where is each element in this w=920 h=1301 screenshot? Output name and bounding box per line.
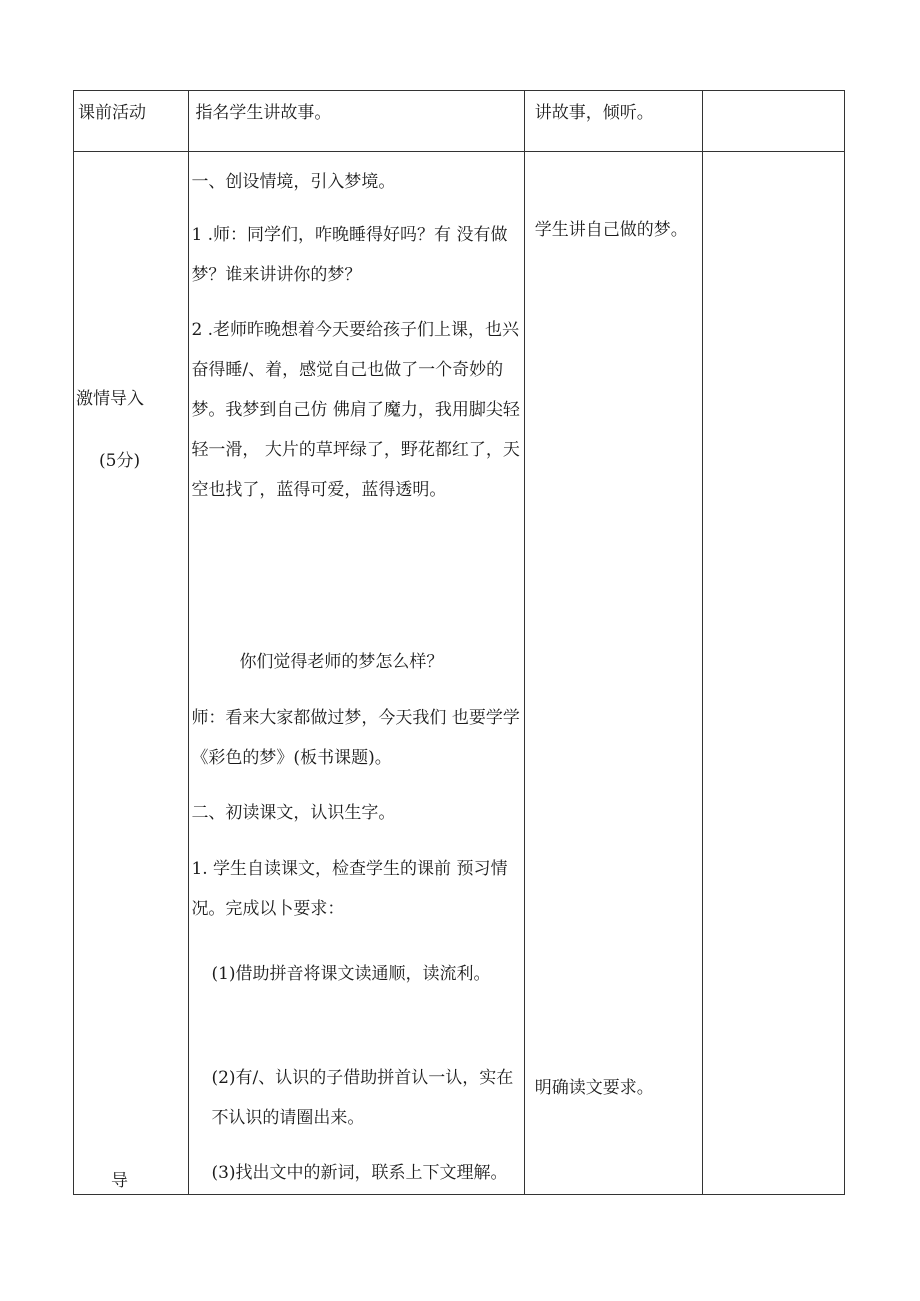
cell-student-activity [524,91,703,152]
paragraph-teacher-question: 1 .师：同学们，咋晚睡得好吗？有 没有做梦？谁来讲讲你的梦？ [191,225,508,285]
heading-create-scene: 一、创设情境，引入梦境。 [191,172,396,192]
section-label-pre-activity: 课前活动 [78,103,146,123]
requirement-item-1: (1)借助拼音将课文读通顺，读流利。 [211,964,491,984]
section-label-intro: 激情导入 [76,389,144,409]
student-note-dream: 学生讲自己做的梦。 [534,220,688,240]
section-time: (5分) [99,451,141,471]
student-note-reading: 明确读文要求。 [534,1078,654,1098]
requirement-item-3: (3)找出文中的新词，联系上下文理解。 [211,1163,508,1183]
cell-teacher-activity [189,152,524,1195]
cell-notes [703,91,845,152]
lesson-plan-table [73,90,845,1195]
student-activity-text: 讲故事，倾听。 [534,103,654,123]
requirement-item-2: (2)有/、认识的子借助拼首认一认，实在不认识的请圈出来。 [211,1068,514,1128]
cell-student-activity [524,152,703,1195]
table-row-pre-activity [74,91,845,152]
paragraph-teacher-dream: 2 .老师昨晚想着今天要给孩子们上课，也兴奋得睡/、着，感觉自己也做了一个奇妙的梦。我梦到自己仿 佛肩了魔力，我用脚尖轻轻一滑， 大片的草坪绿了，野花都红了，天 空也找了，蓝得可爱，蓝得透明。 [191,320,520,500]
paragraph-dream-question: 你们觉得老师的梦怎么样？ [239,652,444,672]
table-row-intro [74,152,845,1195]
section-label-continued: 导 [111,1171,128,1191]
cell-teacher-activity [189,91,524,152]
teacher-activity-text: 指名学生讲故事。 [195,103,332,123]
cell-section [74,152,189,1195]
cell-notes [703,152,845,1195]
paragraph-introduce-title: 师：看来大家都做过梦，今天我们 也要学学《彩色的梦》(板书课题)。 [191,708,520,768]
paragraph-self-reading: 1. 学生自读课文，检查学生的课前 预习情况。完成以卜要求： [191,859,508,919]
cell-section [74,91,189,152]
heading-first-reading: 二、初读课文，认识生字。 [191,803,396,823]
